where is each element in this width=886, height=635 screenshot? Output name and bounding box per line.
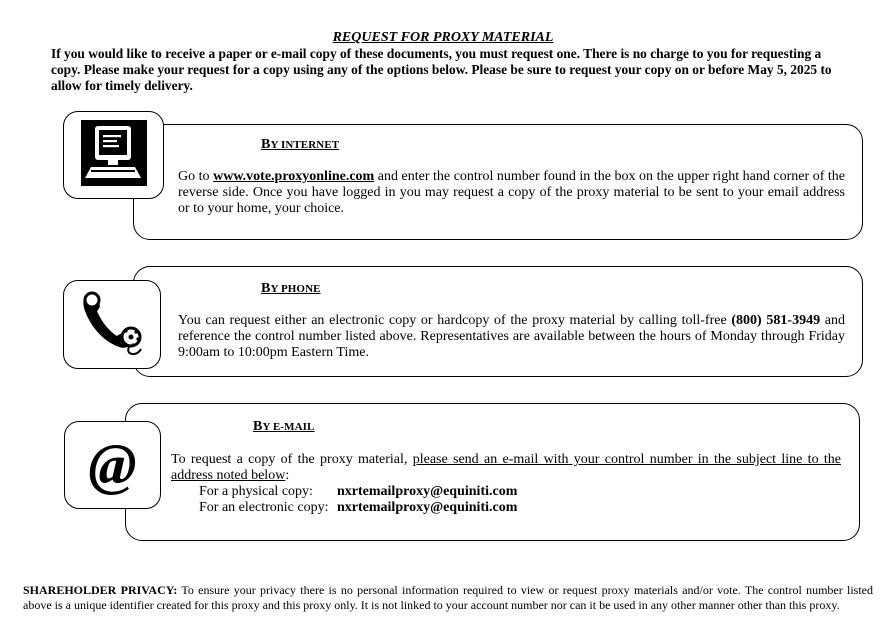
internet-heading: BY INTERNET (261, 137, 340, 152)
email-text: To request a copy of the proxy material, please send an e-mail with your control number in the subject line to the address noted below: (171, 452, 841, 483)
internet-icon-box (63, 111, 164, 199)
email-icon-box (64, 421, 161, 509)
at-sign-icon: @ (88, 432, 137, 497)
shareholder-privacy-note: SHAREHOLDER PRIVACY: To ensure your privacy there is no personal information required to view or request proxy materials and/or vote. The control number listed above is a unique identifier created for this proxy and this proxy only. It is not linked to your account number nor can it be used in any other manner other than this proxy. (23, 583, 873, 612)
phone-text: You can request either an electronic copy or hardcopy of the proxy material by calling toll-free (800) 581-3949 and reference the control number listed above. Representatives are available between the hours of Monday through Friday 9:00am to 10:00pm Eastern Time. (178, 313, 845, 360)
computer-icon (81, 120, 147, 191)
physical-copy-email[interactable]: nxrtemailproxy@equiniti.com (337, 484, 518, 499)
internet-text: Go to www.vote.proxyonline.com and enter the control number found in the box on the upper right hand corner of the reverse side. Once you have logged in you may request a copy of the proxy material to be sent to your email address or to your home, your choice. (178, 169, 845, 216)
toll-free-number: (800) 581-3949 (731, 313, 821, 328)
proxy-online-link[interactable]: www.vote.proxyonline.com (213, 169, 375, 184)
intro-paragraph: If you would like to receive a paper or e-mail copy of these documents, you must request one. There is no charge to you for requesting a copy. Please make your request for a copy using any of the options below. Please be sure to request your copy on or before May 5, 2025 to allow for timely delivery. (51, 46, 832, 93)
page-title: REQUEST FOR PROXY MATERIAL (332, 30, 554, 45)
telephone-icon (79, 287, 145, 362)
physical-copy-row: For a physical copy: nxrtemailproxy@equiniti.com (199, 484, 518, 499)
electronic-copy-email[interactable]: nxrtemailproxy@equiniti.com (337, 500, 518, 515)
phone-heading: BY PHONE (261, 281, 321, 296)
phone-icon-box (63, 280, 161, 369)
electronic-copy-row: For an electronic copy: nxrtemailproxy@equiniti.com (199, 500, 518, 515)
email-heading: BY E-MAIL (253, 419, 315, 434)
